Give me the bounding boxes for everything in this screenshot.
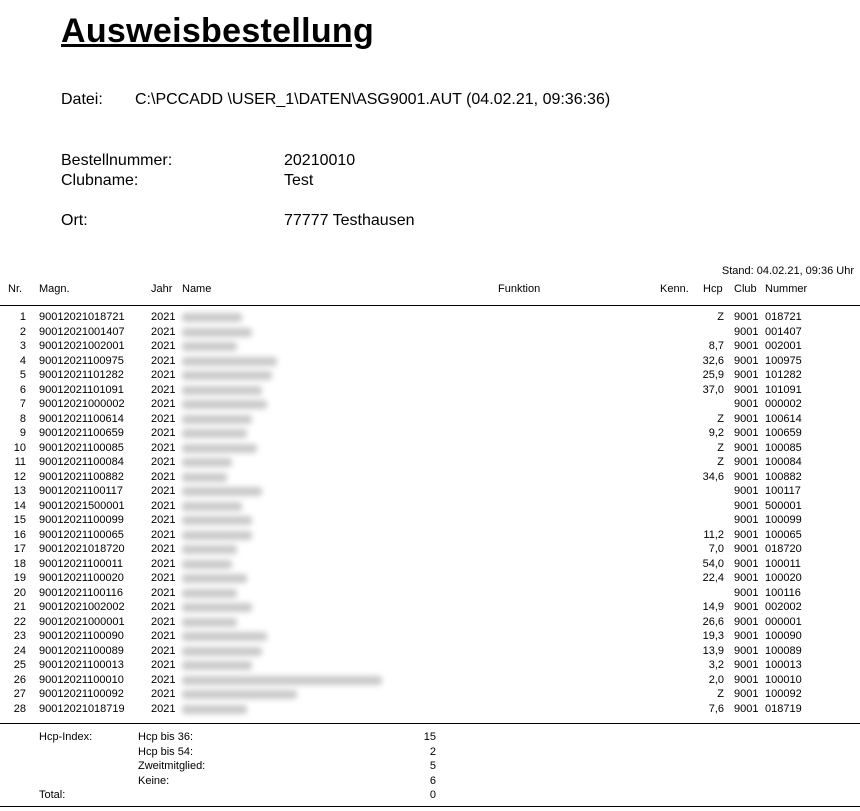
row-hcp: Z bbox=[717, 456, 724, 468]
row-club: 9001 bbox=[734, 325, 759, 338]
row-club: 9001 bbox=[734, 659, 759, 671]
row-jahr: 2021 bbox=[151, 354, 176, 367]
row-club: 9001 bbox=[734, 456, 759, 468]
row-jahr: 2021 bbox=[151, 630, 176, 642]
row-name-redacted bbox=[182, 589, 237, 598]
datei-label: Datei: bbox=[61, 91, 103, 108]
row-hcp: Z bbox=[717, 688, 724, 700]
row-hcp: 9,2 bbox=[708, 427, 724, 439]
row-nummer: 100116 bbox=[765, 586, 801, 599]
row-name-redacted bbox=[182, 574, 247, 583]
row-jahr: 2021 bbox=[151, 673, 176, 686]
row-name-redacted bbox=[182, 661, 252, 670]
row-name-redacted bbox=[182, 502, 242, 511]
row-club: 9001 bbox=[734, 398, 759, 410]
table-row bbox=[0, 311, 860, 326]
row-jahr: 2021 bbox=[151, 340, 176, 352]
row-name-redacted bbox=[182, 473, 227, 482]
row-jahr: 2021 bbox=[151, 572, 176, 584]
row-nummer: 100614 bbox=[765, 412, 802, 425]
row-hcp: 19,3 bbox=[702, 630, 724, 642]
row-nummer: 100065 bbox=[765, 528, 802, 541]
total-value: 0 bbox=[429, 789, 436, 801]
row-jahr: 2021 bbox=[151, 427, 176, 439]
row-nr: 2 bbox=[19, 325, 26, 338]
table-row bbox=[0, 413, 860, 428]
row-magn: 90012021100011 bbox=[39, 557, 124, 570]
row-magn: 90012021100882 bbox=[39, 470, 124, 483]
row-nummer: 100659 bbox=[765, 427, 802, 439]
row-nr: 9 bbox=[19, 427, 26, 439]
row-jahr: 2021 bbox=[151, 644, 176, 657]
row-magn: 90012021100092 bbox=[39, 688, 124, 700]
row-jahr: 2021 bbox=[151, 659, 176, 671]
row-nummer: 002001 bbox=[765, 340, 802, 352]
col-funktion: Funktion bbox=[498, 283, 541, 295]
row-name-redacted bbox=[182, 618, 237, 627]
row-club: 9001 bbox=[734, 528, 759, 541]
row-nummer: 100099 bbox=[765, 514, 802, 526]
row-nummer: 018721 bbox=[765, 311, 802, 323]
row-jahr: 2021 bbox=[151, 615, 176, 628]
row-club: 9001 bbox=[734, 499, 759, 512]
row-name-redacted bbox=[182, 429, 247, 438]
row-hcp: 7,0 bbox=[708, 543, 724, 555]
row-hcp: 22,4 bbox=[702, 572, 724, 584]
row-magn: 90012021100975 bbox=[39, 354, 124, 367]
row-nummer: 018720 bbox=[765, 543, 802, 555]
row-nr: 24 bbox=[13, 644, 26, 657]
table-row bbox=[0, 471, 860, 486]
row-club: 9001 bbox=[734, 586, 759, 599]
row-nr: 25 bbox=[13, 659, 26, 671]
table-row bbox=[0, 326, 860, 341]
row-jahr: 2021 bbox=[151, 543, 176, 555]
row-nr: 28 bbox=[13, 702, 26, 715]
row-nr: 1 bbox=[19, 311, 26, 323]
row-magn: 90012021100084 bbox=[39, 456, 124, 468]
row-club: 9001 bbox=[734, 369, 759, 381]
row-name-redacted bbox=[182, 400, 267, 409]
row-nr: 22 bbox=[13, 615, 26, 628]
table-row bbox=[0, 616, 860, 631]
row-magn: 90012021001407 bbox=[39, 325, 125, 338]
row-nummer: 100084 bbox=[765, 456, 802, 468]
row-nummer: 002002 bbox=[765, 601, 802, 613]
row-nummer: 101091 bbox=[765, 383, 802, 396]
row-nr: 17 bbox=[13, 543, 26, 555]
row-club: 9001 bbox=[734, 557, 759, 570]
row-jahr: 2021 bbox=[151, 398, 176, 410]
row-nr: 16 bbox=[13, 528, 26, 541]
row-hcp: 54,0 bbox=[702, 557, 724, 570]
table-row bbox=[0, 558, 860, 573]
col-name: Name bbox=[182, 283, 212, 295]
row-magn: 90012021500001 bbox=[39, 499, 125, 512]
row-nummer: 100117 bbox=[765, 485, 801, 497]
table-row bbox=[0, 427, 860, 442]
col-nr: Nr. bbox=[8, 283, 23, 295]
summary-value-hcp54: 2 bbox=[429, 746, 436, 758]
row-name-redacted bbox=[182, 516, 252, 525]
row-jahr: 2021 bbox=[151, 441, 176, 454]
row-nummer: 018719 bbox=[765, 702, 802, 715]
row-name-redacted bbox=[182, 705, 247, 714]
row-nr: 20 bbox=[13, 586, 26, 599]
row-club: 9001 bbox=[734, 644, 759, 657]
table-row bbox=[0, 587, 860, 602]
row-nr: 26 bbox=[13, 673, 26, 686]
table-row bbox=[0, 398, 860, 413]
ort-value: 77777 Testhausen bbox=[284, 212, 415, 229]
row-nummer: 100085 bbox=[765, 441, 802, 454]
row-magn: 90012021018719 bbox=[39, 702, 125, 715]
row-magn: 90012021100116 bbox=[39, 586, 124, 599]
table-row bbox=[0, 514, 860, 529]
row-magn: 90012021100089 bbox=[39, 644, 124, 657]
row-nummer: 500001 bbox=[765, 499, 802, 512]
row-hcp: 11,2 bbox=[703, 528, 724, 541]
row-magn: 90012021100614 bbox=[39, 412, 124, 425]
row-magn: 90012021100020 bbox=[39, 572, 124, 584]
table-row bbox=[0, 688, 860, 703]
row-nr: 7 bbox=[19, 398, 26, 410]
table-row bbox=[0, 340, 860, 355]
clubname-value: Test bbox=[284, 172, 314, 189]
row-nummer: 000002 bbox=[765, 398, 802, 410]
row-nr: 27 bbox=[13, 688, 26, 700]
row-club: 9001 bbox=[734, 340, 759, 352]
row-nummer: 101282 bbox=[765, 369, 802, 381]
row-club: 9001 bbox=[734, 383, 759, 396]
row-club: 9001 bbox=[734, 470, 759, 483]
row-club: 9001 bbox=[734, 615, 759, 628]
row-hcp: 13,9 bbox=[702, 644, 724, 657]
summary-divider bbox=[0, 723, 860, 724]
row-nr: 10 bbox=[13, 441, 26, 454]
row-nummer: 100882 bbox=[765, 470, 802, 483]
row-jahr: 2021 bbox=[151, 586, 176, 599]
row-nr: 14 bbox=[13, 499, 26, 512]
row-hcp: Z bbox=[717, 311, 724, 323]
row-nummer: 100975 bbox=[765, 354, 802, 367]
table-row bbox=[0, 529, 860, 544]
row-jahr: 2021 bbox=[151, 528, 176, 541]
row-name-redacted bbox=[182, 313, 242, 322]
row-club: 9001 bbox=[734, 441, 759, 454]
row-jahr: 2021 bbox=[151, 412, 176, 425]
datei-value: C:\PCCADD \USER_1\DATEN\ASG9001.AUT (04.02.21, 09:36:36) bbox=[135, 91, 611, 108]
stand-timestamp: Stand: 04.02.21, 09:36 Uhr bbox=[721, 265, 854, 277]
row-hcp: 25,9 bbox=[702, 369, 724, 381]
row-nr: 19 bbox=[13, 572, 26, 584]
row-jahr: 2021 bbox=[151, 514, 176, 526]
summary-label-keine: Keine: bbox=[138, 775, 170, 787]
row-name-redacted bbox=[182, 545, 237, 554]
row-magn: 90012021100010 bbox=[39, 673, 124, 686]
row-club: 9001 bbox=[734, 601, 759, 613]
table-row bbox=[0, 369, 860, 384]
row-magn: 90012021018720 bbox=[39, 543, 125, 555]
table-row bbox=[0, 485, 860, 500]
row-jahr: 2021 bbox=[151, 311, 176, 323]
table-row bbox=[0, 630, 860, 645]
row-jahr: 2021 bbox=[151, 369, 176, 381]
table-row bbox=[0, 543, 860, 558]
row-jahr: 2021 bbox=[151, 325, 176, 338]
row-nummer: 100092 bbox=[765, 688, 802, 700]
summary-label-hcp36: Hcp bis 36: bbox=[138, 731, 194, 743]
table-row bbox=[0, 355, 860, 370]
row-name-redacted bbox=[182, 458, 232, 467]
row-hcp: 7,6 bbox=[708, 702, 724, 715]
row-magn: 90012021101282 bbox=[39, 369, 124, 381]
table-row bbox=[0, 674, 860, 689]
row-magn: 90012021100099 bbox=[39, 514, 124, 526]
row-jahr: 2021 bbox=[151, 470, 176, 483]
row-name-redacted bbox=[182, 444, 257, 453]
row-magn: 90012021000002 bbox=[39, 398, 125, 410]
row-club: 9001 bbox=[734, 412, 759, 425]
row-jahr: 2021 bbox=[151, 383, 176, 396]
col-kenn: Kenn. bbox=[660, 283, 689, 295]
total-label: Total: bbox=[39, 789, 66, 801]
row-name-redacted bbox=[182, 676, 382, 685]
summary-value-keine: 6 bbox=[429, 775, 436, 787]
row-hcp: 26,6 bbox=[702, 615, 724, 628]
row-club: 9001 bbox=[734, 572, 759, 584]
bestellnummer-value: 20210010 bbox=[284, 152, 356, 169]
row-hcp: 37,0 bbox=[702, 383, 724, 396]
row-hcp: 8,7 bbox=[708, 340, 724, 352]
row-name-redacted bbox=[182, 357, 277, 366]
row-nummer: 100089 bbox=[765, 644, 802, 657]
table-row bbox=[0, 384, 860, 399]
col-club: Club bbox=[734, 283, 757, 295]
row-nr: 5 bbox=[19, 369, 26, 381]
col-hcp: Hcp bbox=[703, 283, 723, 295]
row-name-redacted bbox=[182, 386, 262, 395]
row-name-redacted bbox=[182, 487, 262, 496]
row-name-redacted bbox=[182, 603, 252, 612]
row-club: 9001 bbox=[734, 427, 759, 439]
row-magn: 90012021100090 bbox=[39, 630, 124, 642]
row-nummer: 100090 bbox=[765, 630, 802, 642]
col-jahr: Jahr bbox=[151, 283, 173, 295]
row-jahr: 2021 bbox=[151, 702, 176, 715]
row-name-redacted bbox=[182, 560, 232, 569]
row-hcp: 34,6 bbox=[702, 470, 724, 483]
table-row bbox=[0, 500, 860, 515]
row-hcp: 32,6 bbox=[702, 354, 724, 367]
hcp-index-label: Hcp-Index: bbox=[39, 731, 93, 743]
col-nummer: Nummer bbox=[765, 283, 808, 295]
row-magn: 90012021101091 bbox=[39, 383, 124, 396]
row-club: 9001 bbox=[734, 354, 759, 367]
row-name-redacted bbox=[182, 342, 237, 351]
row-name-redacted bbox=[182, 632, 267, 641]
row-club: 9001 bbox=[734, 311, 759, 323]
row-magn: 90012021100117 bbox=[39, 485, 124, 497]
row-name-redacted bbox=[182, 415, 252, 424]
row-jahr: 2021 bbox=[151, 499, 176, 512]
row-magn: 90012021100065 bbox=[39, 528, 124, 541]
row-nummer: 100011 bbox=[765, 557, 801, 570]
summary-label-zweit: Zweitmitglied: bbox=[138, 760, 206, 772]
bottom-divider bbox=[0, 806, 860, 807]
row-magn: 90012021100085 bbox=[39, 441, 124, 454]
row-jahr: 2021 bbox=[151, 601, 176, 613]
row-name-redacted bbox=[182, 328, 252, 337]
row-name-redacted bbox=[182, 690, 297, 699]
table-row bbox=[0, 572, 860, 587]
row-nummer: 100020 bbox=[765, 572, 802, 584]
table-row bbox=[0, 703, 860, 718]
row-magn: 90012021100659 bbox=[39, 427, 124, 439]
row-magn: 90012021002001 bbox=[39, 340, 125, 352]
row-name-redacted bbox=[182, 371, 272, 380]
row-magn: 90012021002002 bbox=[39, 601, 125, 613]
bestellnummer-label: Bestellnummer: bbox=[61, 152, 173, 169]
row-nr: 11 bbox=[14, 456, 26, 468]
row-nr: 13 bbox=[13, 485, 26, 497]
summary-value-hcp36: 15 bbox=[423, 731, 436, 743]
row-nr: 12 bbox=[13, 470, 26, 483]
row-nr: 23 bbox=[13, 630, 26, 642]
row-hcp: Z bbox=[717, 441, 724, 454]
summary-label-hcp54: Hcp bis 54: bbox=[138, 746, 194, 758]
row-club: 9001 bbox=[734, 543, 759, 555]
row-jahr: 2021 bbox=[151, 456, 176, 468]
row-magn: 90012021100013 bbox=[39, 659, 124, 671]
row-nummer: 001407 bbox=[765, 325, 802, 338]
row-club: 9001 bbox=[734, 514, 759, 526]
row-hcp: 14,9 bbox=[702, 601, 724, 613]
row-club: 9001 bbox=[734, 688, 759, 700]
table-row bbox=[0, 659, 860, 674]
table-row bbox=[0, 645, 860, 660]
row-club: 9001 bbox=[734, 673, 759, 686]
row-nr: 8 bbox=[19, 412, 26, 425]
row-nr: 6 bbox=[19, 383, 26, 396]
table-row bbox=[0, 601, 860, 616]
row-nr: 21 bbox=[13, 601, 26, 613]
row-hcp: Z bbox=[717, 412, 724, 425]
clubname-label: Clubname: bbox=[61, 172, 139, 189]
ort-label: Ort: bbox=[61, 212, 88, 229]
table-row bbox=[0, 456, 860, 471]
row-nr: 18 bbox=[13, 557, 26, 570]
row-magn: 90012021000001 bbox=[39, 615, 125, 628]
header-divider bbox=[0, 305, 860, 306]
page-title: Ausweisbestellung bbox=[61, 12, 375, 50]
row-club: 9001 bbox=[734, 630, 759, 642]
row-nr: 4 bbox=[19, 354, 26, 367]
row-jahr: 2021 bbox=[151, 485, 176, 497]
table-row bbox=[0, 442, 860, 457]
row-jahr: 2021 bbox=[151, 557, 176, 570]
row-nummer: 100010 bbox=[765, 673, 802, 686]
row-club: 9001 bbox=[734, 485, 759, 497]
summary-value-zweit: 5 bbox=[429, 760, 436, 772]
row-magn: 90012021018721 bbox=[39, 311, 125, 323]
col-magn: Magn. bbox=[39, 283, 70, 295]
row-jahr: 2021 bbox=[151, 688, 176, 700]
row-club: 9001 bbox=[734, 702, 759, 715]
row-nummer: 100013 bbox=[765, 659, 802, 671]
row-nummer: 000001 bbox=[765, 615, 802, 628]
row-nr: 15 bbox=[13, 514, 26, 526]
row-hcp: 3,2 bbox=[708, 659, 724, 671]
row-nr: 3 bbox=[19, 340, 26, 352]
row-hcp: 2,0 bbox=[708, 673, 724, 686]
row-name-redacted bbox=[182, 531, 252, 540]
row-name-redacted bbox=[182, 647, 262, 656]
